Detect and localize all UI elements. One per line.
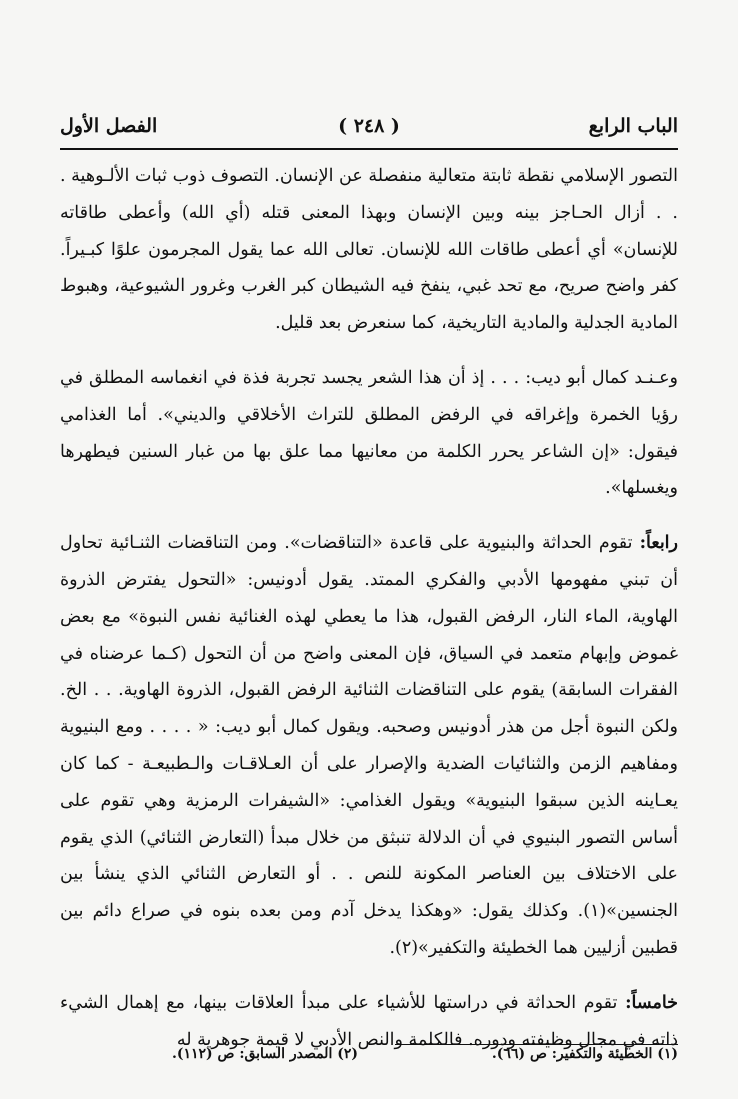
paragraph-2 xyxy=(60,360,678,507)
page-header xyxy=(60,115,678,143)
paragraph-gap xyxy=(60,507,678,525)
paragraph-gap xyxy=(60,967,678,985)
footnote-1: (١) الخطيئة والتكفير: ص (٦٦). xyxy=(491,1046,678,1062)
footnotes xyxy=(60,1046,678,1076)
paragraph-lead: خامساً: xyxy=(625,992,678,1013)
paragraph-text: تقوم الحداثة في دراستها للأشياء على مبدأ العلاقات بينها، مع إهمال الشيء ذاته في مجال وظيفته ودوره. فالكلمة والنص الأدبي لا قيمة جوهرية له xyxy=(60,992,678,1050)
paragraph-text: التصور الإسلامي نقطة ثابتة متعالية منفصلة عن الإنسان. التصوف ذوب ثبات الألـوهية . . . أزال الحـاجز بينه وبين الإنسان وبهذا المعنى قتله (أي الله) وأعطى طاقاته للإنسان» أي أعطى طاقات الله للإنسان. تعالى الله عما يقول المجرمون علوًا كبـيراً. كفر واضح صريح، مع تحد غبي، ينفخ فيه الشيطان كبر الغرب وغرور الشيوعية، وهبوط المادية الجدلية والمادية التاريخية، كما سنعرض بعد قليل. xyxy=(60,166,678,334)
paragraph-gap xyxy=(60,342,678,360)
footnote-rule xyxy=(395,1044,678,1045)
paragraph-1 xyxy=(60,158,678,342)
chapter-title: الباب الرابع xyxy=(588,115,678,137)
paragraph-text: وعـنـد كمال أبو ديب: . . . إذ أن هذا الشعر يجسد تجربة فذة في انغماسه المطلق في رؤيا الخمرة وإغراقه في الرفض المطلق للتراث الأخلاقي والديني». أما الغذامي فيقول: «إن الشاعر يحرر الكلمة من معانيها مما علق بها من غبار السنين فيطهرها ويغسلها». xyxy=(60,367,678,499)
header-rule xyxy=(60,148,678,150)
footnote-2: (٢) المصدر السابق: ص (١١٢). xyxy=(171,1046,358,1062)
paragraph-lead: رابعاً: xyxy=(639,533,678,554)
paragraph-text: تقوم الحداثة والبنيوية على قاعدة «التناقضات». ومن التناقضات الثنـائية تحاول أن تبني مفهومها الأدبي والفكري الممتد. يقول أدونيس: «التحول يفترض الذروة الهاوية، الماء النار، الرفض القبول، هذا ما يعطي لهذه الغنائية نفس النبوة» مع بعض غموض وإبهام متعمد في السياق، فإن المعنى واضح من أن التحول (كـما عرضناه في الفقرات السابقة) يقوم على التناقضات الثنائية الرفض القبول، الذروة الهاوية. . . الخ. ولكن النبوة أجل من هذر أدونيس وصحبه. ويقول كمال أبو ديب: « . . . . ومع البنيوية ومفاهيم الزمن والثنائيات الضدية والإصرار على أن العـلاقـات والـطبيعـة - كما كان يعـاينه الذين سبقوا البنيوية» ويقول الغذامي: «الشيفرات الرمزية وهي تقوم على أساس التصور البنيوي في أن الدلالة تنبثق من خلال مبدأ (التعارض الثنائي) الذي يقوم على الاختلاف بين العناصر المكونة للنص . . أو التعارض الثنائي الذي ينشأ بين الجنسين»(١). وكذلك يقول: «وهكذا يدخل آدم ومن بعده بنوه في صراع دائم بين قطبين أزليين هما الخطيئة والتكفير»(٢). xyxy=(60,533,679,958)
paragraph-3 xyxy=(60,525,678,967)
page-number: ( ٢٤٨ ) xyxy=(338,115,400,137)
section-title: الفصل الأول xyxy=(60,115,158,137)
body-text xyxy=(60,158,678,1058)
